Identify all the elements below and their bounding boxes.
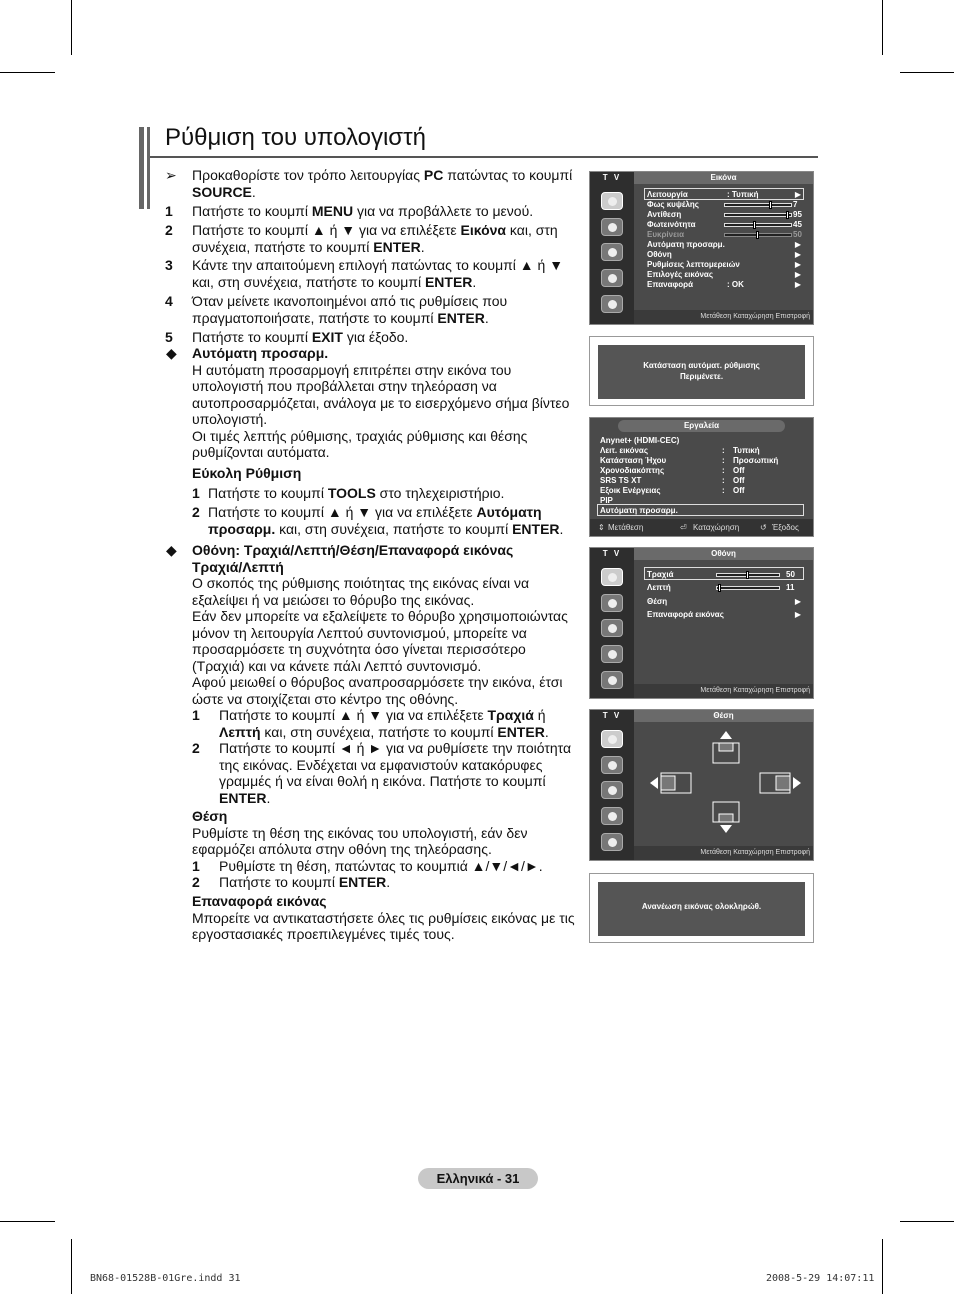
tools-row-picture-mode[interactable]: Λειτ. εικόνας — [600, 446, 648, 455]
step-number: 2 — [192, 874, 200, 890]
tools-value: Off — [733, 486, 745, 495]
easy-step-2: Πατήστε το κουμπί ▲ ή ▼ για να επιλέξετε Αυτόματη προσαρμ. και, στη συνέχεια, πατήστε το κουμπί ENTER. — [208, 504, 564, 537]
picture-icon — [601, 568, 623, 586]
easy-step-1: Πατήστε το κουμπί TOOLS στο τηλεχειριστήριο. — [208, 485, 505, 501]
note-icon: ➢ — [165, 167, 177, 183]
crop-mark — [71, 0, 72, 55]
slider-thumb[interactable] — [746, 571, 749, 579]
setup-icon — [601, 269, 623, 287]
osd-row-contrast[interactable]: Αντίθεση — [647, 210, 682, 219]
tools-colon: : — [722, 476, 725, 485]
osd-contrast-value: 95 — [793, 210, 802, 219]
osd-row-sharpness[interactable]: Ευκρίνεια — [647, 230, 685, 239]
osd-row-reset[interactable]: Επαναφορά — [647, 280, 693, 289]
coarse-step-2: Πατήστε το κουμπί ◄ ή ► για να ρυθμίσετε την ποιότητα της εικόνας. Ενδέχεται να εμφανιστούν κατακόρυφες γραμμές ή να είναι θολή η εικόνα. Πατήστε το κουμπί ENTER. — [219, 740, 572, 806]
osd-row-image-reset[interactable]: Επαναφορά εικόνας — [647, 610, 724, 619]
slider-thumb[interactable] — [718, 584, 721, 592]
osd-tv-label: T V — [602, 173, 622, 182]
position-step-1: Ρυθμίστε τη θέση, πατώντας το κουμπιά ▲/▼/◄/►. — [219, 858, 543, 874]
slider-backlight[interactable] — [724, 203, 792, 207]
step-3: Κάντε την απαιτούμενη επιλογή πατώντας το κουμπί ▲ ή ▼ και, στη συνέχεια, πατήστε το κουμπί ENTER. — [192, 257, 564, 290]
arrow-down-icon — [720, 825, 732, 833]
step-number: 2 — [192, 740, 200, 756]
tools-value: Προσωπική — [733, 456, 779, 465]
tools-colon: : — [722, 466, 725, 475]
osd-footer: Μετάθεση Καταχώρηση Επιστροφή — [634, 310, 813, 324]
tools-row-sleep[interactable]: Χρονοδιακόπτης — [600, 466, 665, 475]
crop-mark — [0, 1221, 55, 1222]
osd-row-brightness[interactable]: Φωτεινότητα — [647, 220, 696, 229]
arrow-right-icon — [793, 777, 801, 789]
channel-icon — [601, 781, 623, 799]
reset-complete-message — [589, 873, 814, 943]
osd-row-auto-adjust[interactable]: Αυτόματη προσαρμ. — [647, 240, 725, 249]
auto-adjust-message — [589, 336, 814, 406]
osd-screen-menu — [589, 547, 814, 699]
tools-colon: : — [722, 446, 725, 455]
crop-mark — [0, 72, 55, 73]
tools-value: Off — [733, 466, 745, 475]
osd-mode-value: : Τυπική — [727, 190, 759, 199]
crop-mark — [882, 1239, 883, 1294]
osd-sharpness-value: 50 — [793, 230, 802, 239]
tools-row-anynet[interactable]: Anynet+ (HDMI-CEC) — [600, 436, 680, 445]
tools-row-srs[interactable]: SRS TS XT — [600, 476, 642, 485]
osd-row-options[interactable]: Επιλογές εικόνας — [647, 270, 713, 279]
osd-backlight-value: 7 — [793, 200, 798, 209]
slider-fine[interactable] — [716, 586, 780, 590]
arrow-right-icon: ▶ — [794, 610, 801, 619]
auto-adjust-section: Αυτόματη προσαρμ. Η αυτόματη προσαρμογή επιτρέπει στην εικόνα του υπολογιστή που προβάλλεται στην τηλεόραση να αυτοπροσαρμόζεται, ανάλογα με το εισερχόμενο σήμα βίντεο υπολογιστή. Οι τιμές λεπτής ρύθμισης, τραχιάς ρύθμισης και θέσης ρυθμίζονται αυτόματα. — [192, 345, 570, 460]
print-footer-right: 2008-5-29 14:07:11 — [766, 1273, 875, 1284]
osd-row-position[interactable]: Θέση — [647, 597, 668, 606]
step-number: 2 — [165, 222, 173, 238]
return-icon: ↺ — [760, 523, 767, 532]
setup-icon — [601, 807, 623, 825]
tools-row-pip[interactable]: PIP — [600, 496, 613, 505]
osd-title: Εικόνα — [634, 172, 813, 184]
osd-brightness-value: 45 — [793, 220, 802, 229]
header-accent — [139, 127, 144, 209]
arrow-right-icon: ▶ — [794, 240, 801, 249]
picture-icon — [601, 192, 623, 210]
arrow-right-icon: ▶ — [794, 250, 801, 259]
position-inner-right — [776, 776, 790, 790]
easy-setup-heading: Εύκολη Ρύθμιση — [192, 465, 302, 481]
arrow-right-icon: ▶ — [794, 260, 801, 269]
osd-position-menu — [589, 709, 814, 861]
position-diagram — [634, 723, 814, 848]
crop-mark — [900, 1221, 954, 1222]
crop-mark — [882, 0, 883, 55]
channel-icon — [601, 243, 623, 261]
step-number: 2 — [192, 504, 200, 520]
position-inner-top — [719, 743, 733, 751]
step-number: 1 — [192, 858, 200, 874]
step-number: 5 — [165, 329, 173, 345]
header-accent — [147, 127, 150, 209]
osd-row-coarse[interactable]: Τραχιά — [647, 570, 674, 579]
arrow-up-icon — [720, 731, 732, 739]
osd-title: Θέση — [634, 710, 813, 722]
coarse-step-1: Πατήστε το κουμπί ▲ ή ▼ για να επιλέξετε Τραχιά ή Λεπτή και, στη συνέχεια, πατήστε το κουμπί ENTER. — [219, 707, 549, 740]
step-number: 4 — [165, 293, 173, 309]
arrow-right-icon: ▶ — [794, 270, 801, 279]
page-title: Ρύθμιση του υπολογιστή — [165, 124, 426, 151]
picture-icon — [601, 730, 623, 748]
screen-section: Οθόνη: Τραχιά/Λεπτή/Θέση/Επαναφορά εικόνας Τραχιά/Λεπτή Ο σκοπός της ρύθμισης ποιότητας της εικόνας είναι να εξαλείψει ή να μειώσει το θόρυβο της εικόνας. Εάν δεν μπορείτε να εξαλείψετε το θόρυβο χρησιμοποιώντας μόνον τη λειτουργία Λεπτού συντονισμού, μπορείτε να προσαρμόσετε τη συχνότητα όσο γίνεται περισσότερο (Τραχιά) και να κάνετε πάλι Λεπτό συντονισμό. Αφού μειωθεί ο θόρυβος αναπροσαρμόσετε την εικόνα, έτσι ώστε να στοιχίζεται στο κέντρο της οθόνης. — [192, 542, 568, 707]
tools-row-sound-mode[interactable]: Κατάσταση Ήχου — [600, 456, 667, 465]
footer-enter: Καταχώρηση — [693, 523, 740, 532]
slider-thumb[interactable] — [756, 231, 759, 239]
tools-value: Off — [733, 476, 745, 485]
message-box: Ανανέωση εικόνας ολοκληρώθ. — [598, 882, 805, 936]
enter-icon: ⏎ — [680, 523, 687, 532]
message-box: Κατάσταση αυτόματ. ρύθμισης Περιμένετε. — [598, 345, 805, 399]
sound-icon — [601, 756, 623, 774]
intro-line2: SOURCE. — [192, 184, 256, 200]
slider-contrast[interactable] — [724, 213, 792, 217]
slider-coarse[interactable] — [716, 573, 780, 577]
slider-sharpness[interactable] — [724, 233, 792, 237]
osd-picture-menu — [589, 171, 814, 325]
arrow-left-icon — [650, 777, 658, 789]
slider-thumb[interactable] — [786, 211, 789, 219]
sound-icon — [601, 594, 623, 612]
setup-icon — [601, 645, 623, 663]
osd-row-screen[interactable]: Οθόνη — [647, 250, 672, 259]
page-number: Ελληνικά - 31 — [418, 1168, 538, 1189]
osd-title: Οθόνη — [634, 548, 813, 560]
reset-section: Επαναφορά εικόνας Μπορείτε να αντικαταστήσετε όλες τις ρυθμίσεις εικόνας με τις εργοστασιακές προεπιλεγμένες τιμές τους. — [192, 893, 575, 942]
osd-row-mode[interactable]: Λειτουργία — [647, 190, 688, 199]
print-footer-left: BN68-01528B-01Gre.indd 31 — [90, 1273, 241, 1284]
input-icon — [601, 671, 623, 689]
tools-colon: : — [722, 486, 725, 495]
osd-reset-value: : OK — [727, 280, 744, 289]
tools-value: Τυπική — [733, 446, 760, 455]
osd-tools-menu — [589, 417, 814, 537]
step-number: 1 — [192, 485, 200, 501]
osd-row-detailed[interactable]: Ρυθμίσεις λεπτομερειών — [647, 260, 740, 269]
osd-tv-label: T V — [602, 549, 622, 558]
step-4: Όταν μείνετε ικανοποιημένοι από τις ρυθμίσεις που πραγματοποιήσατε, πατήστε το κουμπί ENTER. — [192, 293, 508, 326]
tools-row-energy[interactable]: Εξοικ Ενέργειας — [600, 486, 661, 495]
tools-colon: : — [722, 456, 725, 465]
bullet-diamond-icon: ◆ — [166, 542, 177, 558]
step-1: Πατήστε το κουμπί MENU για να προβάλλετε το μενού. — [192, 203, 534, 219]
input-icon — [601, 833, 623, 851]
step-number: 3 — [165, 257, 173, 273]
move-icon: ⇕ — [598, 523, 605, 532]
tools-row-auto-adjust[interactable]: Αυτόματη προσαρμ. — [600, 506, 678, 515]
crop-mark — [71, 1239, 72, 1294]
osd-tv-label: T V — [602, 711, 622, 720]
step-5: Πατήστε το κουμπί EXIT για έξοδο. — [192, 329, 409, 345]
osd-footer: Μετάθεση Καταχώρηση Επιστροφή — [634, 684, 813, 698]
tools-footer — [590, 519, 813, 536]
header-rule — [150, 156, 818, 158]
position-inner-left — [661, 776, 675, 790]
osd-row-fine[interactable]: Λεπτή — [647, 583, 671, 592]
position-step-2: Πατήστε το κουμπί ENTER. — [219, 874, 391, 890]
osd-coarse-value: 50 — [786, 570, 795, 579]
sound-icon — [601, 218, 623, 236]
step-number: 1 — [192, 707, 200, 723]
input-icon — [601, 295, 623, 313]
tools-title: Εργαλεία — [618, 420, 785, 432]
footer-exit: Έξοδος — [772, 523, 799, 532]
position-section: Θέση Ρυθμίστε τη θέση της εικόνας του υπολογιστή, εάν δεν εφαρμόζει απόλυτα στην οθόνη της τηλεόρασης. — [192, 808, 528, 857]
slider-thumb[interactable] — [753, 221, 756, 229]
slider-thumb[interactable] — [769, 201, 772, 209]
osd-footer: Μετάθεση Καταχώρηση Επιστροφή — [634, 846, 813, 860]
position-inner-bottom — [719, 814, 733, 822]
channel-icon — [601, 619, 623, 637]
osd-fine-value: 11 — [786, 583, 795, 592]
arrow-right-icon: ▶ — [794, 190, 801, 199]
step-2: Πατήστε το κουμπί ▲ ή ▼ για να επιλέξετε Εικόνα και, στη συνέχεια, πατήστε το κουμπί ENTER. — [192, 222, 558, 255]
osd-row-backlight[interactable]: Φως κυψέλης — [647, 200, 699, 209]
intro-line1: Προκαθορίστε τον τρόπο λειτουργίας PC πατώντας το κουμπί — [192, 167, 573, 183]
bullet-diamond-icon: ◆ — [166, 345, 177, 361]
arrow-right-icon: ▶ — [794, 280, 801, 289]
step-number: 1 — [165, 203, 173, 219]
arrow-right-icon: ▶ — [794, 597, 801, 606]
crop-mark — [900, 72, 954, 73]
slider-brightness[interactable] — [724, 223, 792, 227]
footer-move: Μετάθεση — [608, 523, 644, 532]
